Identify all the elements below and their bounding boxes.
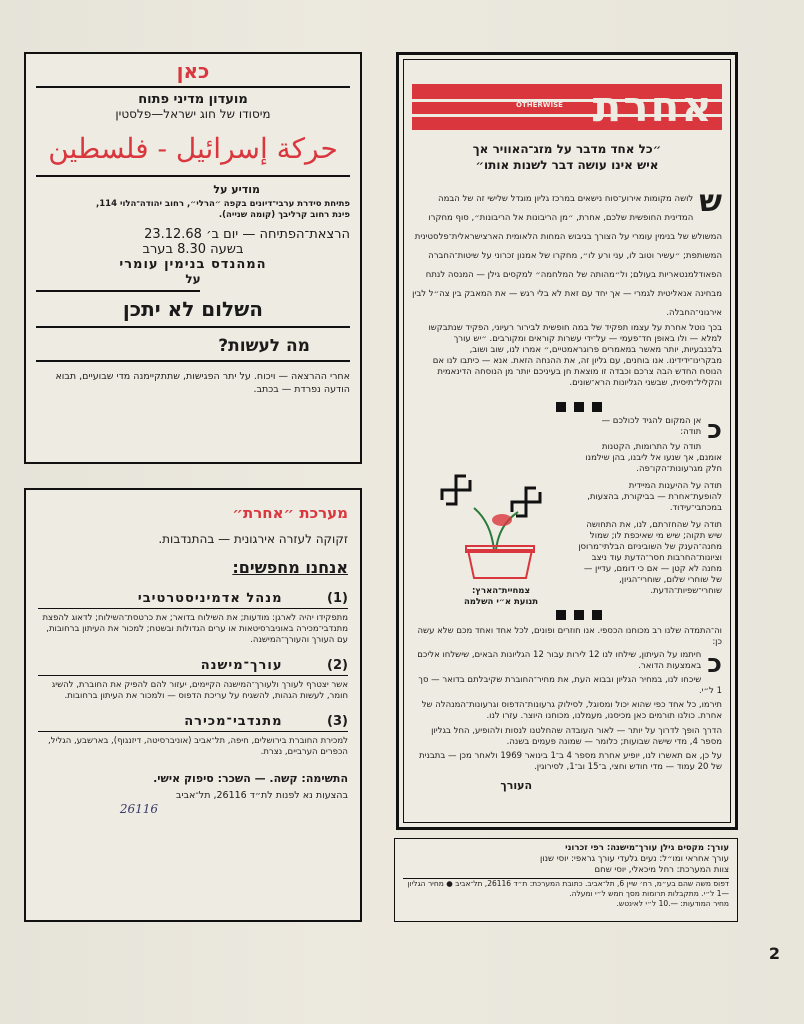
cactus-illustration — [426, 462, 576, 622]
lecture-time: בשעה 8.30 בערב — [142, 242, 244, 257]
position-title: מתנדבי־מכירה — [184, 714, 283, 729]
closing-paragraph: הדרך הופך לדרוך על יותר — לאור העובדה שהחלטנו לנסות ולהופיע, החל בגליון מספר 4, מדי שישה שבועות; כלומר — שמונה פעמים בשנה. — [431, 726, 722, 747]
divider — [36, 175, 350, 177]
position-num: (2) — [327, 658, 348, 673]
position-desc: למכירת החוברת בירושלים, חיפה, תל־אביב (אוניברסיטה, דיזנגוף), בארשבע, הגליל, הכפרים הערביים, נצרת. — [47, 736, 348, 757]
position-1 — [38, 591, 348, 646]
credits-line2: עורך אחראי ומו״ל: נעים גלעדי עורך גראפי: יוסי שנון — [539, 854, 729, 864]
section-intro: אן המקום להגיד לכולכם — תודה: — [601, 416, 702, 437]
thanks-item: תודה על שהחזרתם, לנו, את התחושה שיש תקוה; שיש מי שאיכפת לו; שמול מחנה־הענק של השוביניזם הבלתי־מרוסן וציונות־החרבות חסר־הדעת עוד ניצב מחנה לא קטן — אם כי דומם, עדיין — של שוחרי שלום, שוחרי־הגיון, שוחרי־שפיות־הדעת. — [578, 520, 722, 596]
thanks-item: תודה על התרומות, הקטנות אומנם, אך שנעו אל ליבנו, בהן שילמנו חלק מגרעונות־הקו־פה. — [585, 442, 722, 474]
divider — [36, 86, 350, 88]
paragraph-2: בכך נוטל אחרת על עצמו תפקיד של במה חופשית לבירור רעיוני, הפקיד שנתבקשו למלא — ולו באופן חד־פעמי — על־ידי עשרות קוראים ומקורבים. ״יש עורך בלבנבעיות, יותר מאשר במאמרים פרוגראמטיים,״ אמרו לנו, שוב ושוב, מבקרינו־ידידינו. אנו בוחנים, עם גליון זה, את ההנחה הזאת. אנא — כיתבו לנו אם הנוסח החדש הבה צרכם וכבדה זו מוצאת חן בעיניכם יותר מן הנוסחה הדינאמית והקליל־תיסית, שבשני הגליונות הרא־שונים. — [428, 323, 722, 388]
finance-item: תירמו, כל אחד כפי שהוא יכול ומסוגל, לסילוק גרעונות־הדפוס וגרעונות־המנהלה של אחרת. כולנו תורמים כאן מכיסנו, מעמלנו, מכוחנו היוצר. עזרו לנו. — [421, 700, 722, 721]
finance-item: שיכחו לנו, במחיר הגליון ובבוא העת, את מחיר־החוברת שקיבלתם בדואר — סך 1 ל״י. — [418, 675, 722, 696]
what-to-do: מה לעשות? — [218, 336, 310, 356]
position-title: עורך־מישנה — [200, 658, 283, 673]
lecture-title: השלום לא יתכן — [122, 297, 264, 321]
cactus-icon — [426, 462, 576, 582]
notice-line2: פינת רחוב קרליבך (קומה שנייה). — [218, 210, 350, 220]
masthead — [412, 84, 722, 130]
credits-line5: מחיר המודעות: —.10 ל״י לאינטש. — [616, 899, 729, 908]
quote-line2: איש אינו עושה דבר לשנות אותו״ — [475, 158, 659, 172]
bottom-text: אחרי ההרצאה — ויכוח. על יתר הפגישות, שתתקיימנה מדי שבועיים, תבוא הודעה נפרדת — בכתב. — [55, 371, 350, 395]
cactus-caption-2: תנועת א״י השלמה — [463, 597, 539, 607]
quote-line1: ״כל אחד מדבר על מזג־האוויר אך — [472, 142, 662, 156]
drop-cap: ש — [699, 184, 722, 219]
credits-line4: דפוס משה שהם בע״מ, רח׳ שיין 6, תל־אביב. כתובת המערכת: ת״ד 26116, תל־אביב ● מחיר הגליון —1 ל״י. מתקבלות תרומות מסך חמש ל״י ומעלה. — [407, 879, 729, 898]
offers: בהצעות נא לפנות לת״ד 26116, תל־אביב — [175, 790, 348, 801]
handwritten-number: 26116 — [119, 802, 158, 816]
editorial-header: מערכת ״אחרת״ — [232, 504, 348, 522]
intro-paragraph: לושה מקומות אירוע־סוח נישאים במרכז גליון מוגדל שלישי זה של הבמה המדינית החופשית שלכם, אחרת, ״מן הריבונות אל הריבונות״, סוף מחקרו המשולש של בנימין עומרי על הצורך בגיבוש המחות הלאומית הארצישראלית־פלסטינית המשותפת; ״עשיר וטוב לו, עני ורע לו״, מחקרו של אמנון זכרוני על שיטות־החברה הפאודלמנטאריות בעולם; ול״מהותה של המלחמה״ למקסים גילן — המנסה לנתח מבחינה אנאליטית לגמרי — אך יחד עם זאת לא בלי רגש — את המאבק בין צה״ל לבין אירגוני־החבלה. — [412, 194, 722, 318]
reward: התשימה: קשה. — השכר: סיפוק אישי. — [153, 772, 348, 785]
divider — [36, 326, 350, 328]
signature: העורך — [500, 779, 532, 792]
position-desc: אשר יצטרף לעורך ולעורך־המישנה הקיימים, יעזור להם להפיק את החוברת, להשיג חומר, לעשות הגהות, להשגיח על עריכת הדפוס — ולמכור את העיתון ברחובות. — [51, 680, 348, 701]
editorial-box — [24, 488, 362, 922]
thanks-item: תודה על ההיענות המיידית להופעת־אחרת — בביקורת, בהצעות, במכתבי־עידוד. — [587, 481, 722, 513]
lecturer: המהנדס בנימין עומרי — [119, 257, 267, 272]
looking-for: אנחנו מחפשים: — [232, 558, 348, 577]
divider — [36, 290, 200, 292]
credits-line3: צוות המערכת: רחל מיכאלי, יוסי שחם — [403, 865, 729, 879]
notice-line1: פתיחת סידרת ערבי־דיונים בקפה ״הרלי״, רחוב יהודה־הלוי 114, — [96, 199, 350, 209]
need-help: זקוקה לעזרה אירגונית — בהתנדבות. — [158, 532, 348, 546]
masthead-english: OTHERWISE — [516, 101, 563, 109]
intro-section — [412, 186, 722, 319]
divider — [36, 360, 350, 362]
finance-intro: וה־התמדה שלנו רב מכוחנו הכספי. אנו חוזרים ופונים, לכל אחד ואחד מכם שלא עשה כן: — [417, 626, 722, 647]
arabic-logo: حركة إسرائيل - فلسطين — [48, 132, 338, 165]
credits-line1: עורך: מקסים גילן עורך־מישנה: רפי זכרוני — [565, 843, 729, 853]
opening-lecture: הרצאת־הפתיחה — יום ב׳ 23.12.68 — [144, 227, 350, 242]
closing-paragraph-2: על כן, אם תאשרו לנו, יופיע אחרת מספר 4 ב־1 בינואר 1969 ולאחר מכן — בתבנית של 20 עמוד — מדי חודש וחצי, ב־15 וב־1, לסירוגין. — [418, 751, 722, 772]
section-squares — [412, 397, 722, 416]
thanks-block — [412, 442, 722, 607]
header-here: כאן — [176, 59, 210, 83]
right-column-frame — [396, 52, 738, 830]
masthead-title: אחרת — [592, 82, 714, 131]
club-title: מועדון מדיני פתוח — [138, 92, 248, 107]
cactus-caption-1: צמחיית־הארץ: — [471, 586, 531, 596]
notice-title: מודיע על — [213, 183, 260, 196]
announcement-box — [24, 52, 362, 464]
position-2 — [38, 658, 348, 702]
finance-item: חיתמו על העיתון, שילחו לנו 12 לירות עבור 12 הגליונות הבאים, שישלחו אליכם באמצעות הדואר. — [417, 650, 702, 671]
founded-by: מיסודו של חוג ישראל—פלסטין — [115, 107, 271, 121]
on-word: על — [185, 272, 201, 286]
drop-cap: כ — [707, 415, 722, 445]
position-3 — [38, 714, 348, 758]
page-number: 2 — [768, 944, 780, 963]
position-title: מנהל אדמיניסטרטיבי — [137, 591, 283, 606]
drop-cap: כ — [707, 649, 722, 679]
position-num: (3) — [327, 714, 348, 729]
position-num: (1) — [327, 591, 348, 606]
credits-box — [394, 838, 738, 922]
position-desc: מתפקידו יהיה לארגן: מודעות; את השילוח בדואר; את כרטסת־השילוח; לדאוג להפצת מתנדבי־מכירה באוניברסיטאות או ערים הגדולות ובשטח; למכור את העיתון ברחובות, עם העורך והעורך־המישנה. — [42, 613, 348, 645]
